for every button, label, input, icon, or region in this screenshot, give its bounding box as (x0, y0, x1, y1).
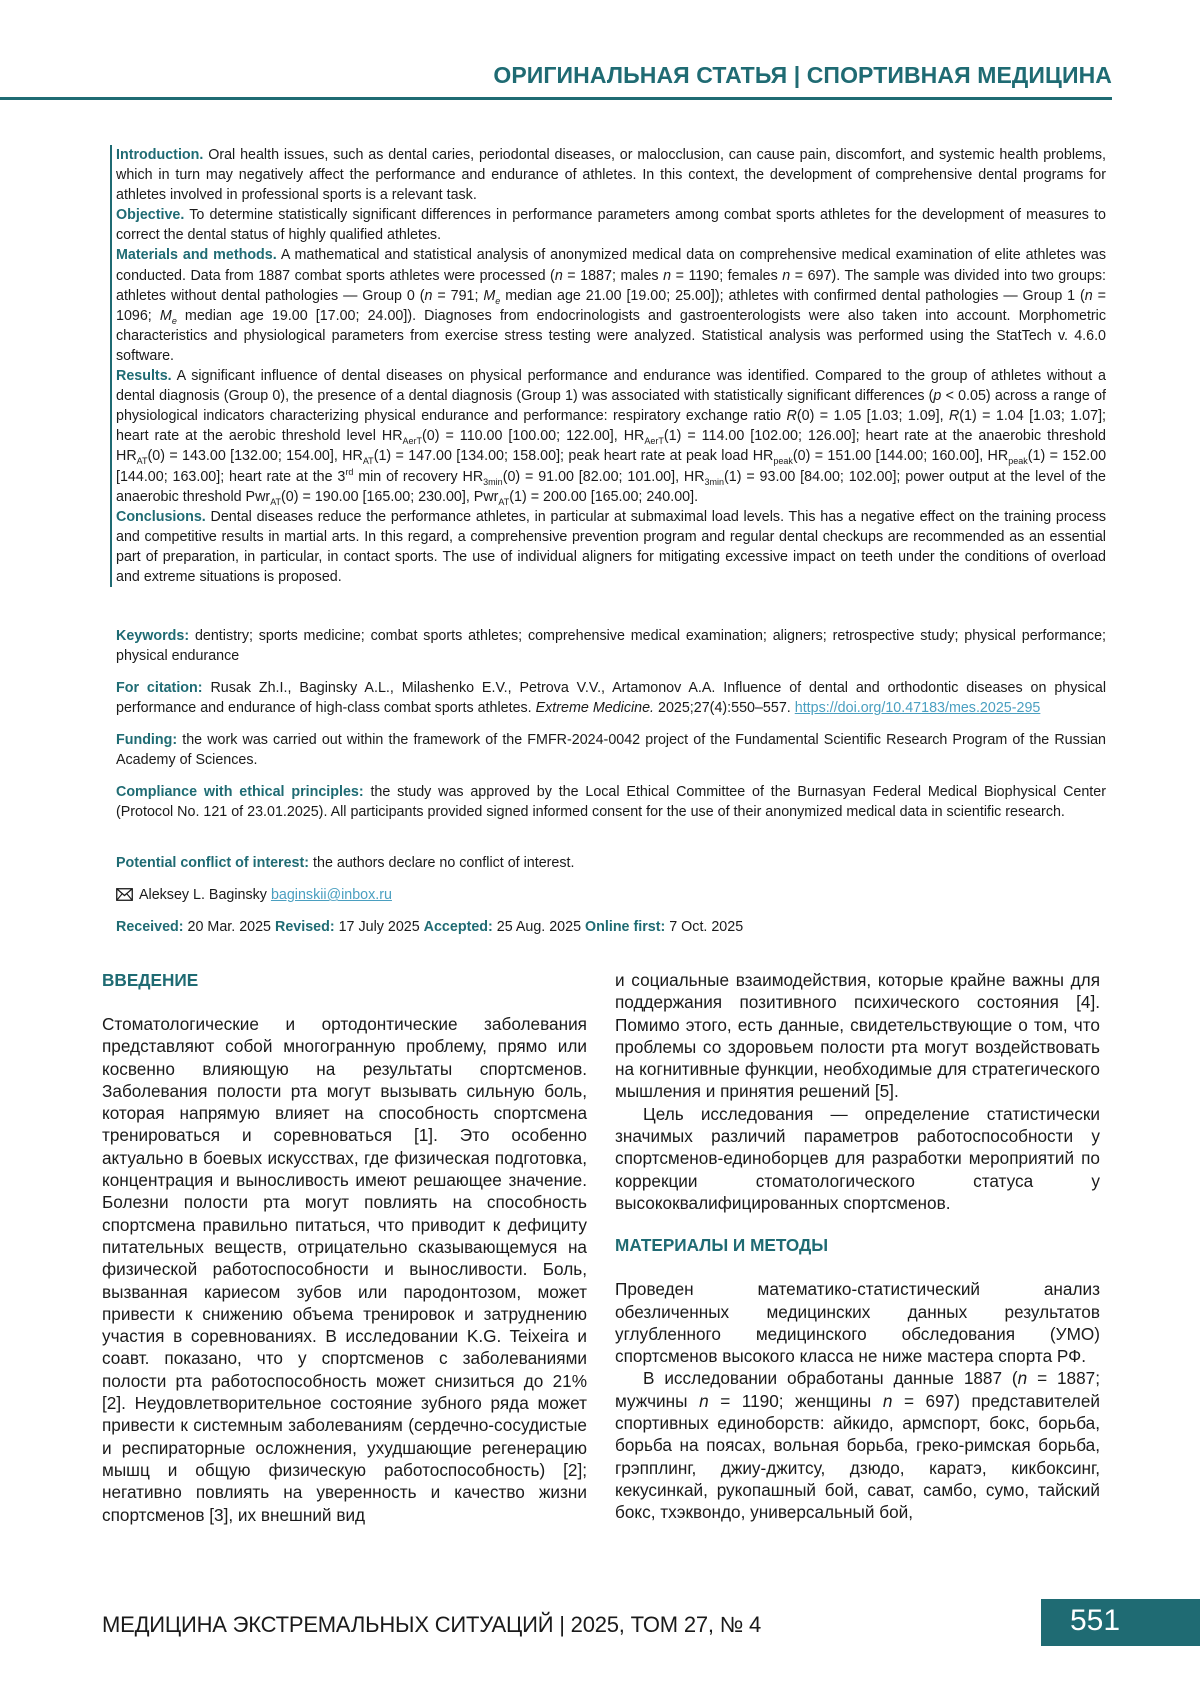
r-symbol: R (786, 408, 797, 425)
methods-text: = 1887; males (562, 267, 664, 284)
n-symbol: n (1017, 1368, 1028, 1389)
results-text: (0) = 91.00 [82.00; 101.00], HR (502, 468, 705, 485)
methods-text: A mathematical and statistical analysis of anonymized medical data on comprehensive medical examination of elite athletes was conducted. Data from 1887 combat sports athletes were processed ( (116, 247, 1106, 284)
methods-label: Materials and methods. (116, 247, 277, 264)
abstract-introduction (116, 145, 1106, 205)
subscript: AT (498, 496, 510, 507)
abstract (110, 145, 1106, 587)
n-symbol: n (699, 1390, 709, 1411)
revised-date: 17 July 2025 (338, 919, 420, 935)
methods-heading: МАТЕРИАЛЫ И МЕТОДЫ (615, 1235, 829, 1256)
page-number: 551 (1069, 1604, 1121, 1637)
results-text: (0) = 190.00 [165.00; 230.00], Pwr (281, 488, 499, 505)
n-symbol: n (424, 287, 433, 304)
subscript: AerT (402, 436, 423, 447)
citation-journal: Extreme Medicine. (535, 700, 655, 717)
citation-pages: 2025;27(4):550–557. (658, 700, 791, 717)
methods-text: В исследовании обработаны данные 1887 ( (643, 1368, 1018, 1389)
p-symbol: p (933, 388, 942, 405)
abstract-objective (116, 205, 1106, 245)
results-text: (1) = 114.00 [102.00; 126.00]; heart rate at the anaerobic threshold HR (116, 428, 1106, 465)
results-text: (0) = 143.00 [132.00; 154.00], HR (147, 448, 363, 465)
superscript: rd (345, 466, 354, 477)
results-text: (1) = 200.00 [165.00; 240.00]. (509, 488, 699, 505)
section-header: ОРИГИНАЛЬНАЯ СТАТЬЯ | СПОРТИВНАЯ МЕДИЦИНА (493, 62, 1112, 88)
accepted-label: Accepted: (423, 919, 493, 935)
conclusions-label: Conclusions. (116, 508, 206, 525)
results-text: (1) = 1.04 [1.03; 1.07]; heart rate at the aerobic threshold level HR (116, 408, 1107, 445)
results-text: (1) = 147.00 [134.00; 158.00]; peak heart rate at peak load HR (373, 448, 774, 465)
n-symbol: n (882, 1390, 893, 1411)
subscript: AT (136, 456, 148, 467)
r-symbol: R (948, 408, 960, 425)
page-number-box (1041, 1599, 1200, 1646)
conflict-of-interest (116, 853, 1106, 873)
methods-text: = 1190; женщины (708, 1390, 883, 1411)
results-text: (0) = 151.00 [144.00; 160.00], HR (792, 448, 1009, 465)
left-column (102, 969, 587, 1526)
citation-label: For citation: (116, 680, 203, 696)
n-symbol: n (1084, 287, 1093, 304)
methods-text: = 791; (432, 287, 484, 304)
introduction-text: Oral health issues, such as dental caries, periodontal diseases, or malocclusion, can cause pain, discomfort, and systemic health problems, which in turn may negatively affect the performance and endurance of athletes. In this context, the development of comprehensive dental programs for athletes involved in professional sports is a relevant task. (116, 147, 1106, 204)
results-label: Results. (116, 368, 172, 385)
subscript: peak (1008, 456, 1028, 467)
median-subscript: e (495, 295, 501, 306)
results-text: A significant influence of dental diseases on physical performance and endurance was identified. Compared to the group of athletes without a dental diagnosis (Group 0), the presence of a dental diagnosis (Group 1) was associated with statistically significant differences ( (116, 368, 1106, 405)
subscript: 3min (704, 476, 725, 487)
methods-text: = 1096; (116, 287, 1107, 324)
abstract-conclusions (116, 507, 1106, 587)
footer-journal: МЕДИЦИНА ЭКСТРЕМАЛЬНЫХ СИТУАЦИЙ | 2025, ТОМ 27, № 4 (102, 1612, 762, 1637)
median-symbol: M (159, 307, 172, 324)
methods-text: = 1887; мужчины (615, 1368, 1101, 1411)
n-symbol: n (554, 267, 563, 284)
intro-heading: ВВЕДЕНИЕ (102, 970, 199, 990)
intro-paragraph: Стоматологические и ортодонтические заболевания представляют собой многогранную проблему, прямо или косвенно влияющую на результаты спортсменов. Заболевания полости рта могут вызывать сильную боль, которая напрямую влияет на способность спортсмена тренироваться и соревноваться [1]. Это особенно актуально в боевых искусствах, где физическая подготовка, концентрация и выносливость имеют решающее значение. Болезни полости рта могут повлиять на способность спортсмена правильно питаться, что приводит к дефициту питательных веществ, отрицательно сказывающемуся на физической работоспособности и выносливости. Боль, вызванная кариесом зубов или пародонтозом, может привести к снижению объема тренировок и затруднению участия в соревнованиях. В исследовании K.G. Teixeira и соавт. показано, что у спортсменов с заболеваниями полости рта работоспособность может снизиться до 21% [2]. Неудовлетворительное состояние зубного ряда может привести к системным заболеваниям (сердечно-сосудистые и респираторные осложнения, ухудшающие регенерацию мышц и общую физическую работоспособность) [2]; негативно повлиять на уверенность и качество жизни спортсменов [3], их внешний вид (102, 1014, 587, 1525)
median-subscript: e (171, 315, 177, 326)
intro-paragraph-continued: и социальные взаимодействия, которые крайне важны для поддержания позитивного психического состояния [4]. Помимо этого, есть данные, свидетельствующие о том, что проблемы со здоровьем полости рта могут воздействовать на когнитивные функции, необходимые для стратегического мышления и принятия решений [5]. (615, 970, 1100, 1102)
subscript: 3min (483, 476, 503, 487)
methods-text: median age 19.00 [17.00; 24.00]). Diagnoses from endocrinologists and gastroenterologists were also taken into account. Morphometric characteristics and physiological parameters from exercise stress testing were analyzed. Statistical analysis was performed using the StatTech v. 4.6.0 software. (116, 307, 1107, 364)
funding-label: Funding: (116, 732, 178, 748)
ethics-label: Compliance with ethical principles: (116, 784, 364, 800)
introduction-label: Introduction. (116, 147, 204, 163)
n-symbol: n (782, 267, 791, 284)
n-symbol: n (663, 267, 672, 284)
ethics-text: the study was approved by the Local Ethical Committee of the Burnasyan Federal Medical Biophysical Center (Protocol No. 121 of 23.01.2025). All participants provided signed informed consent for the use of their anonymized medical data in scientific research. (116, 784, 1106, 821)
article-dates (116, 917, 1106, 937)
funding (116, 730, 1106, 770)
methods-text: median age 21.00 [19.00; 25.00]); athletes with confirmed dental pathologies — Group 1 ( (500, 287, 1085, 304)
subscript: AerT (644, 436, 664, 447)
conflict-label: Potential conflict of interest: (116, 855, 310, 871)
methods-text: = 1190; females (671, 267, 783, 284)
online-date: 7 Oct. 2025 (669, 919, 744, 935)
conclusions-text: Dental diseases reduce the performance athletes, in particular at submaximal load levels. This has a negative effect on the training process and competitive results in martial arts. In this regard, a comprehensive prevention program and regular dental checkups are recommended as an essential part of preparation, in particular, in contact sports. The use of individual aligners for mitigating excessive impact on teeth under the conditions of overload and extreme situations is proposed. (116, 508, 1106, 585)
received-label: Received: (116, 919, 184, 935)
methods-paragraph-2 (615, 1367, 1100, 1523)
ethics (116, 782, 1106, 822)
abstract-results (116, 366, 1106, 507)
objective-label: Objective. (116, 207, 185, 224)
email-link[interactable]: baginskii@inbox.ru (270, 887, 392, 903)
results-text: (1) = 152.00 [144.00; 163.00]; heart rate at the 3 (116, 448, 1107, 485)
keywords-text: dentistry; sports medicine; combat sports athletes; comprehensive medical examination; aligners; retrospective study; physical performance; physical endurance (116, 628, 1106, 665)
methods-text: = 697) представителей спортивных единоборств: айкидо, армспорт, бокс, борьба, борьба на поясах, вольная борьба, греко-римская борьба, грэпплинг, джиу-джитсу, дзюдо, каратэ, кикбоксинг, кекусинкай, рукопашный бой, сават, самбо, сумо, тайский бокс, тхэквондо, универсальный бой, (615, 1390, 1100, 1523)
author-name: Aleksey L. Baginsky (139, 887, 267, 903)
median-symbol: M (483, 287, 496, 304)
abstract-methods (116, 245, 1106, 366)
results-text: (1) = 93.00 [84.00; 102.00]; power output at the level of the anaerobic threshold Pwr (116, 468, 1106, 505)
doi-link[interactable]: https://doi.org/10.47183/mes.2025-295 (794, 700, 1041, 717)
results-text: (0) = 1.05 [1.03; 1.09], (796, 408, 949, 425)
subscript: AT (362, 456, 374, 467)
right-column (615, 969, 1100, 1524)
results-text: < 0.05) across a range of physiological indicators characterizing physical endurance and performance: respiratory exchange ratio (116, 388, 1106, 425)
methods-text: = 697). The sample was divided into two groups: athletes without dental pathologies — Group 0 ( (116, 267, 1106, 304)
envelope-icon (116, 887, 133, 907)
citation-text: Rusak Zh.I., Baginsky A.L., Milashenko E.V., Petrova V.V., Artamonov A.A. Influence of dental and orthodontic diseases on physical performance and endurance of high-class combat sports athletes. (116, 680, 1106, 717)
subscript: AT (270, 496, 282, 507)
objective-paragraph: Цель исследования — определение статистически значимых различий параметров работоспособности у спортсменов-единоборцев для разработки мероприятий по коррекции стоматологического статуса у высококвалифицированных спортсменов. (615, 1103, 1100, 1213)
revised-label: Revised: (275, 919, 335, 935)
keywords (116, 626, 1106, 666)
received-date: 20 Mar. 2025 (187, 919, 272, 935)
subscript: peak (773, 456, 793, 467)
results-text: (0) = 110.00 [100.00; 122.00], HR (422, 428, 645, 445)
header-rule (0, 97, 1112, 100)
citation (116, 678, 1106, 718)
conflict-text: the authors declare no conflict of interest. (313, 855, 575, 871)
funding-text: the work was carried out within the framework of the FMFR-2024-0042 project of the Fundamental Scientific Research Program of the Russian Academy of Sciences. (116, 732, 1106, 769)
results-text: min of recovery HR (353, 468, 484, 485)
objective-text: To determine statistically significant differences in performance parameters among combat sports athletes for the development of measures to correct the dental status of highly qualified athletes. (116, 207, 1106, 244)
accepted-date: 25 Aug. 2025 (496, 919, 582, 935)
keywords-label: Keywords: (116, 628, 190, 644)
online-label: Online first: (585, 919, 666, 935)
correspondence (116, 885, 1106, 907)
methods-paragraph: Проведен математико-статистический анализ обезличенных медицинских данных результатов углубленного медицинского обследования (УМО) спортсменов высокого класса не ниже мастера спорта РФ. (615, 1279, 1100, 1367)
